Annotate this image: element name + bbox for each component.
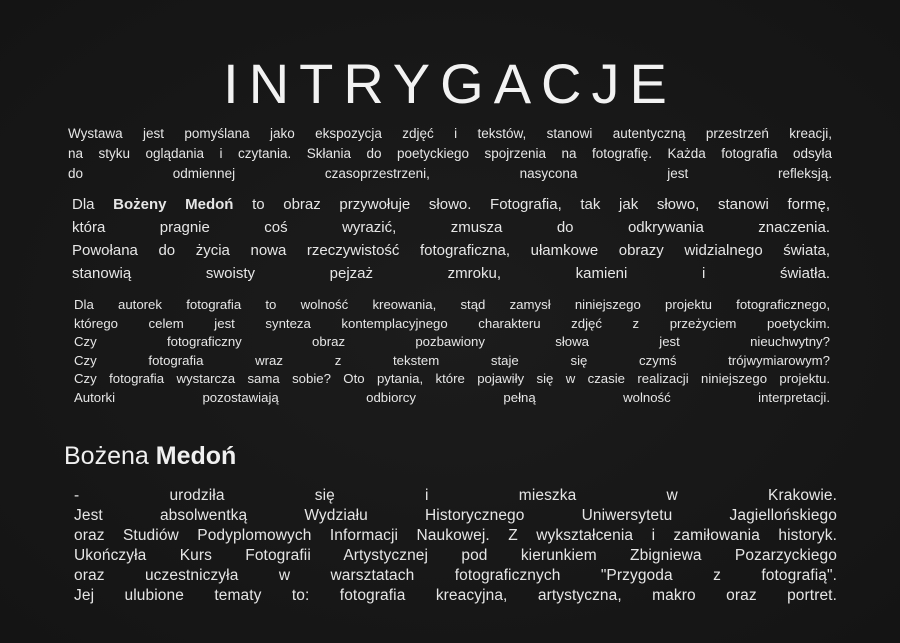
medon-paragraph — [72, 193, 830, 285]
text-line: Jej ulubione tematy to: fotografia kreacyjna, artystyczna, makro oraz portret. — [74, 587, 837, 604]
text-line: Autorki pozostawiają odbiorcy pełną wolność interpretacji. — [74, 389, 830, 405]
text-line: którego celem jest synteza kontemplacyjnego charakteru zdjęć z przeżyciem poetyckim. — [74, 315, 830, 331]
text-rest: to obraz przywołuje słowo. Fotografia, tak jak słowo, stanowi formę, — [233, 196, 830, 213]
page-title: INTRYGACJE — [223, 51, 677, 115]
author-name-bold: Bożeny Medoń — [113, 196, 234, 213]
text-line: oraz Studiów Podyplomowych Informacji Naukowej. Z wykształcenia i zamiłowania historyk. — [74, 527, 837, 544]
text-line: Czy fotografia wystarcza sama sobie? Oto pytania, które pojawiły się w czasie realizacji niniejszego projektu. — [74, 371, 830, 386]
intro-paragraph — [68, 124, 832, 184]
text-line: Powołana do życia nowa rzeczywistość fotograficzna, ułamkowe obrazy widzialnego świata, — [72, 242, 830, 259]
text-line: do odmiennej czasoprzestrzeni, nasycona jest refleksją. — [68, 166, 832, 181]
bio-paragraph — [74, 486, 837, 606]
text-line: oraz uczestniczyła w warsztatach fotograficznych "Przygoda z fotografią". — [74, 567, 837, 584]
text-line: Dla autorek fotografia to wolność kreowania, stąd zamysł niniejszego projektu fotograficznego, — [74, 297, 830, 312]
text-line: stanowią swoisty pejzaż zmroku, kamieni i światła. — [72, 265, 830, 282]
text-line: Ukończyła Kurs Fotografii Artystycznej pod kierunkiem Zbigniewa Pozarzyckiego — [74, 547, 837, 564]
text-line: która pragnie coś wyrazić, zmusza do odkrywania znaczenia. — [72, 219, 830, 236]
text-line: Jest absolwentką Wydziału Historycznego Uniwersytetu Jagiellońskiego — [74, 507, 837, 524]
text-line: - urodziła się i mieszka w Krakowie. — [74, 487, 837, 504]
author-last-name: Medoń — [155, 442, 237, 470]
text-intro: Dla — [72, 196, 114, 213]
text-line: Wystawa jest pomyślana jako ekspozycja zdjęć i tekstów, stanowi autentyczną przestrzeń kreacji, — [68, 126, 832, 141]
text-line: na styku oglądania i czytania. Skłania do poetyckiego spojrzenia na fotografię. Każda fotografia odsyła — [68, 146, 832, 161]
text-line: Czy fotograficzny obraz pozbawiony słowa jest nieuchwytny? — [74, 334, 830, 349]
author-heading — [64, 442, 236, 471]
author-first-name: Bożena — [64, 442, 156, 470]
authors-paragraph — [74, 296, 830, 407]
text-line — [72, 193, 830, 216]
text-line: Czy fotografia wraz z tekstem staje się czymś trójwymiarowym? — [74, 352, 830, 368]
